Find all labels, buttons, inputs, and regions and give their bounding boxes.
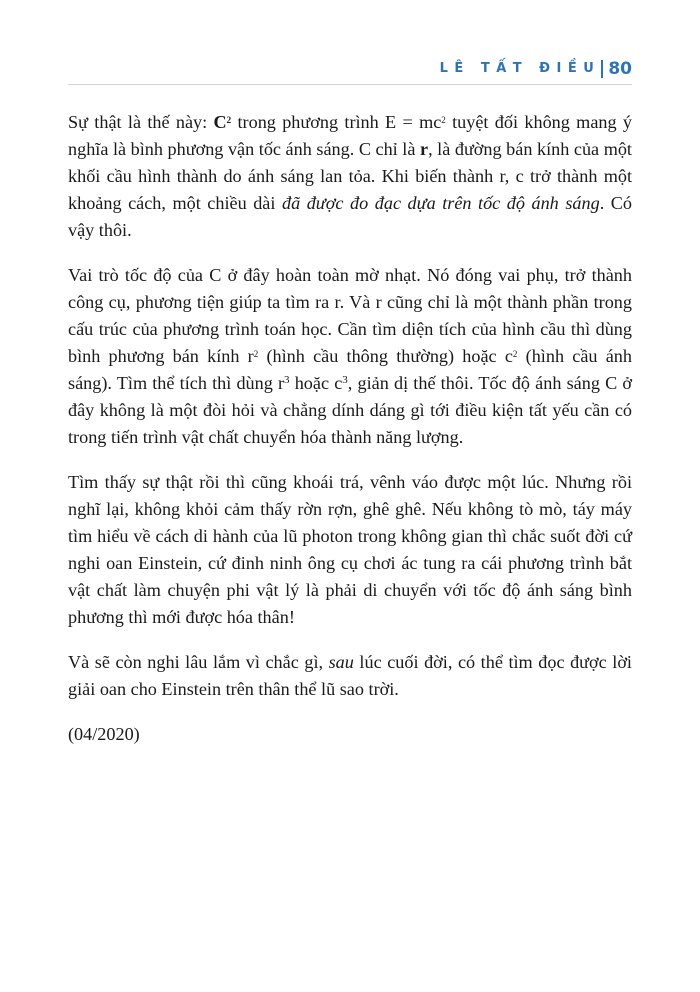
page-content: [68, 109, 632, 766]
italic-text: sau: [328, 652, 354, 672]
header-divider: [601, 60, 603, 78]
paragraph-3: Tìm thấy sự thật rồi thì cũng khoái trá, vênh váo được một lúc. Nhưng rồi nghĩ lại, không khỏi cảm thấy rờn rợn, ghê ghê. Nếu không tò mò, táy máy tìm hiểu về cách di hành của lũ photon trong không gian thì chắc suốt đời cứ nghi oan Einstein, cứ đinh ninh ông cụ chơi ác tung ra cái phương trình bắt vật chất làm chuyện phi vật lý là phải di chuyển với tốc độ ánh sáng bình phương thì mới được hóa thân!: [68, 472, 632, 627]
paragraph-2: [68, 262, 632, 451]
paragraph-4: [68, 649, 632, 703]
text: tuyệt đối không mang ý nghĩa là bình phương vận tốc ánh sáng. C chỉ là: [68, 112, 632, 159]
text: trong phương trình E = mc: [231, 112, 442, 132]
text: (hình cầu thông thường) hoặc c: [258, 346, 513, 366]
superscript: 3: [284, 374, 290, 386]
text: Và sẽ còn nghi lâu lắm vì chắc gì,: [68, 652, 329, 672]
superscript: 2: [441, 115, 446, 125]
text: C: [213, 112, 227, 132]
superscript: 2: [226, 115, 232, 125]
text: . Có vậy thôi.: [68, 193, 632, 240]
bold-r: r: [419, 139, 429, 159]
author-name: LÊ TẤT ĐIỀU: [439, 61, 601, 76]
text: , giản dị thế thôi. Tốc độ ánh sáng C ở đây không là một đòi hỏi và chẳng dính dáng gì tới điều kiện tất yếu cần có trong tiến trình vật chất chuyển hóa thành năng lượng.: [68, 373, 633, 447]
page-header: [68, 58, 632, 85]
bold-c: [214, 112, 232, 132]
superscript: 3: [342, 374, 348, 386]
paragraph-1: [68, 109, 632, 244]
text: hoặc c: [289, 373, 343, 393]
text: (hình cầu ánh sáng). Tìm thể tích thì dùng r: [68, 346, 632, 393]
text: Sự thật là thế này:: [68, 112, 214, 132]
italic-text: đã được đo đạc dựa trên tốc độ ánh sáng: [281, 193, 600, 213]
page-number: 80: [608, 58, 632, 79]
superscript: 2: [512, 349, 518, 359]
text: , là đường bán kính của một khối cầu hình thành do ánh sáng lan tỏa. Khi biến thành r, c trở thành một khoảng cách, một chiều dài: [68, 139, 632, 213]
text: lúc cuối đời, có thể tìm đọc được lời giải oan cho Einstein trên thân thể lũ sao trời.: [68, 652, 632, 699]
text: Vai trò tốc độ của C ở đây hoàn toàn mờ nhạt. Nó đóng vai phụ, trở thành công cụ, phương tiện giúp ta tìm ra r. Và r cũng chỉ là một thành phần trong cấu trúc của phương trình toán học. Cần tìm diện tích của hình cầu thì dùng bình phương bán kính r: [68, 265, 632, 366]
date-line: (04/2020): [68, 724, 140, 744]
superscript: 2: [253, 349, 259, 359]
